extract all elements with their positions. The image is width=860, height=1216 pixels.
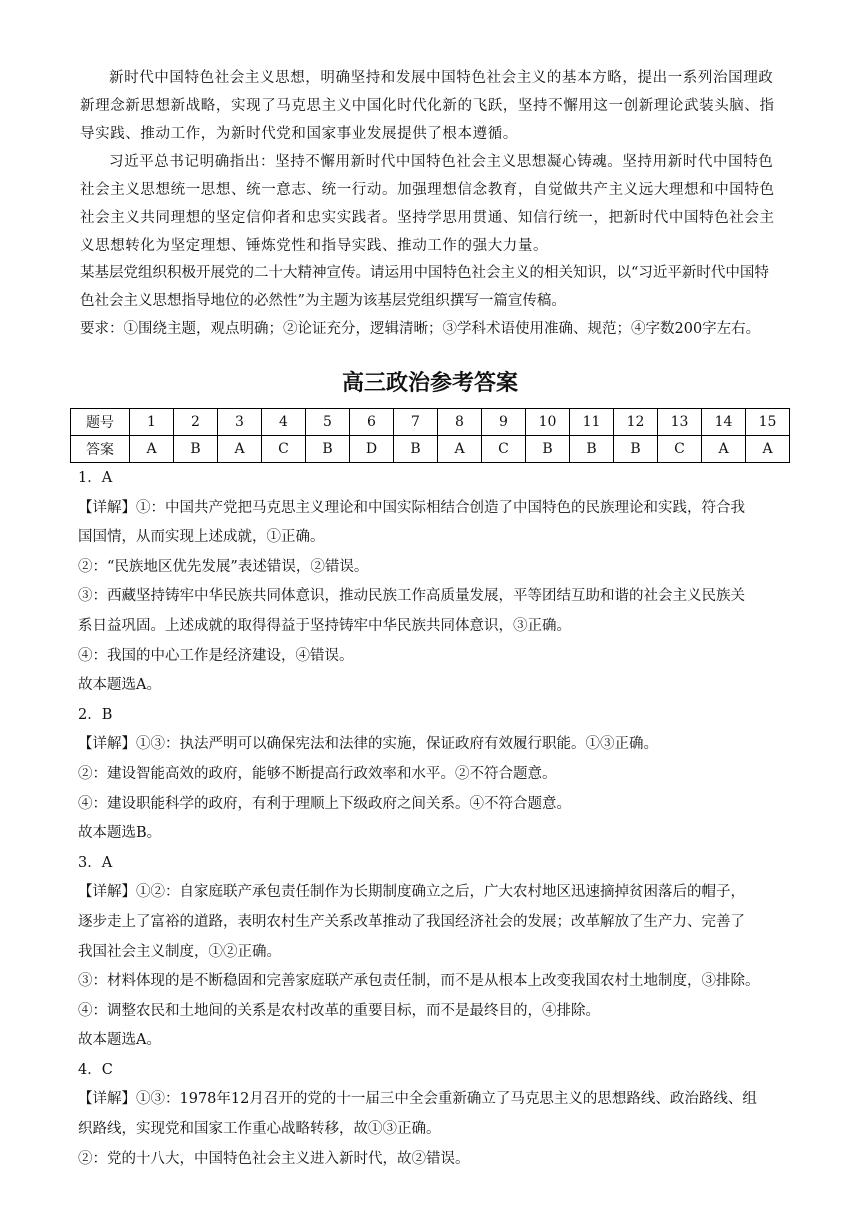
- explanation-line: 织路线，实现党和国家工作重心战略转移，故①③正确。: [78, 1121, 441, 1138]
- question-number-cell: 8: [438, 409, 482, 436]
- question-number-cell: 12: [614, 409, 658, 436]
- answer-cell: B: [174, 436, 218, 463]
- question-number-cell: 2: [174, 409, 218, 436]
- answer-cell: A: [130, 436, 174, 463]
- question-number-cell: 3: [218, 409, 262, 436]
- explanation-line: ②：建设智能高效的政府，能够不断提高行政效率和水平。②不符合题意。: [78, 765, 557, 782]
- answer-cell: B: [394, 436, 438, 463]
- explanation-line: 故本题选B。: [78, 825, 162, 842]
- explanation-line: 系日益巩固。上述成就的取得得益于坚持铸牢中华民族共同体意识，③正确。: [78, 617, 571, 634]
- explanation-line: 【详解】①③：1978年12月召开的党的十一届三中全会重新确立了马克思主义的思想路线、政治路线、组: [78, 1091, 757, 1108]
- explanation-line: 国国情，从而实现上述成就，①正确。: [78, 529, 325, 546]
- answer-cell: B: [570, 436, 614, 463]
- table-row-numbers: [71, 409, 790, 436]
- question-number-cell: 14: [702, 409, 746, 436]
- table-row-answers: [71, 436, 790, 463]
- essay-prompt: 某基层党组织积极开展党的二十大精神宣传。请运用中国特色社会主义的相关知识，以“习近平新时代中国特色社会主义思想指导地位的必然性”为主题为该基层党组织撰写一篇宣传稿。: [80, 265, 769, 309]
- explanation-line: 逐步走上了富裕的道路，表明农村生产关系改革推动了我国经济社会的发展；改革解放了生产力、完善了: [78, 913, 745, 930]
- explanation-line: 【详解】①：中国共产党把马克思主义理论和中国实际相结合创造了中国特色的民族理论和实践，符合我: [78, 499, 745, 516]
- answer-table: [70, 408, 790, 463]
- question-number-cell: 4: [262, 409, 306, 436]
- row-label-answer: 答案: [71, 436, 130, 463]
- question-number-cell: 11: [570, 409, 614, 436]
- answer-cell: C: [658, 436, 702, 463]
- question-number-cell: 5: [306, 409, 350, 436]
- answer-cell: B: [306, 436, 350, 463]
- essay-paragraph-2: 习近平总书记明确指出：坚持不懈用新时代中国特色社会主义思想凝心铸魂。坚持用新时代中国特色社会主义思想统一思想、统一意志、统一行动。加强理想信念教育，自觉做共产主义远大理想和中国特色社会主义共同理想的坚定信仰者和忠实实践者。坚持学思用贯通、知信行统一，把新时代中国特色社会主义思想转化为坚定理想、锤炼党性和指导实践、推动工作的强大力量。: [80, 154, 775, 254]
- answer-cell: C: [482, 436, 526, 463]
- answer-cell: A: [218, 436, 262, 463]
- answer-title: 高三政治参考答案: [341, 371, 518, 396]
- explanation-line: 4．C: [78, 1061, 113, 1078]
- explanation-line: 我国社会主义制度，①②正确。: [78, 943, 281, 960]
- question-number-cell: 9: [482, 409, 526, 436]
- explanation-line: 故本题选A。: [78, 1032, 161, 1049]
- explanation-line: ③：西藏坚持铸牢中华民族共同体意识，推动民族工作高质量发展，平等团结互助和谐的社会主义民族关: [78, 588, 745, 605]
- essay-paragraph-1: 新时代中国特色社会主义思想，明确坚持和发展中国特色社会主义的基本方略，提出一系列治国理政新理念新思想新战略，实现了马克思主义中国化时代化新的飞跃，坚持不懈用这一创新理论武装头脑、指导实践、推动工作，为新时代党和国家事业发展提供了根本遵循。: [80, 70, 775, 142]
- answer-cell: D: [350, 436, 394, 463]
- row-label-number: 题号: [71, 409, 130, 436]
- answer-cell: A: [746, 436, 790, 463]
- explanation-line: ②：“民族地区优先发展”表述错误，②错误。: [78, 558, 369, 575]
- question-number-cell: 1: [130, 409, 174, 436]
- explanation-line: ③：材料体现的是不断稳固和完善家庭联产承包责任制，而不是从根本上改变我国农村土地制度，③排除。: [78, 973, 760, 990]
- answer-cell: B: [614, 436, 658, 463]
- explanation-line: ④：我国的中心工作是经济建设，④错误。: [78, 647, 354, 664]
- question-number-cell: 6: [350, 409, 394, 436]
- explanation-line: ④：调整农民和土地间的关系是农村改革的重要目标，而不是最终目的，④排除。: [78, 1002, 600, 1019]
- question-number-cell: 7: [394, 409, 438, 436]
- question-number-cell: 15: [746, 409, 790, 436]
- question-number-cell: 10: [526, 409, 570, 436]
- explanation-line: ②：党的十八大，中国特色社会主义进入新时代，故②错误。: [78, 1150, 470, 1167]
- explanation-line: 【详解】①②：自家庭联产承包责任制作为长期制度确立之后，广大农村地区迅速摘掉贫困落后的帽子，: [78, 884, 745, 901]
- answer-cell: A: [438, 436, 482, 463]
- answer-cell: A: [702, 436, 746, 463]
- explanation-line: ④：建设职能科学的政府，有利于理顺上下级政府之间关系。④不符合题意。: [78, 795, 571, 812]
- answer-cell: C: [262, 436, 306, 463]
- explanation-line: 3．A: [78, 854, 113, 871]
- explanation-line: 2．B: [78, 706, 113, 723]
- question-number-cell: 13: [658, 409, 702, 436]
- answer-cell: B: [526, 436, 570, 463]
- explanation-line: 1．A: [78, 470, 113, 486]
- explanation-line: 【详解】①③：执法严明可以确保宪法和法律的实施，保证政府有效履行职能。①③正确。: [78, 736, 658, 753]
- explanation-line: 故本题选A。: [78, 677, 161, 694]
- answer-explanations: [78, 464, 798, 1174]
- essay-requirements: 要求：①围绕主题，观点明确；②论证充分，逻辑清晰；③学科术语使用准确、规范；④字数200字左右。: [80, 321, 761, 337]
